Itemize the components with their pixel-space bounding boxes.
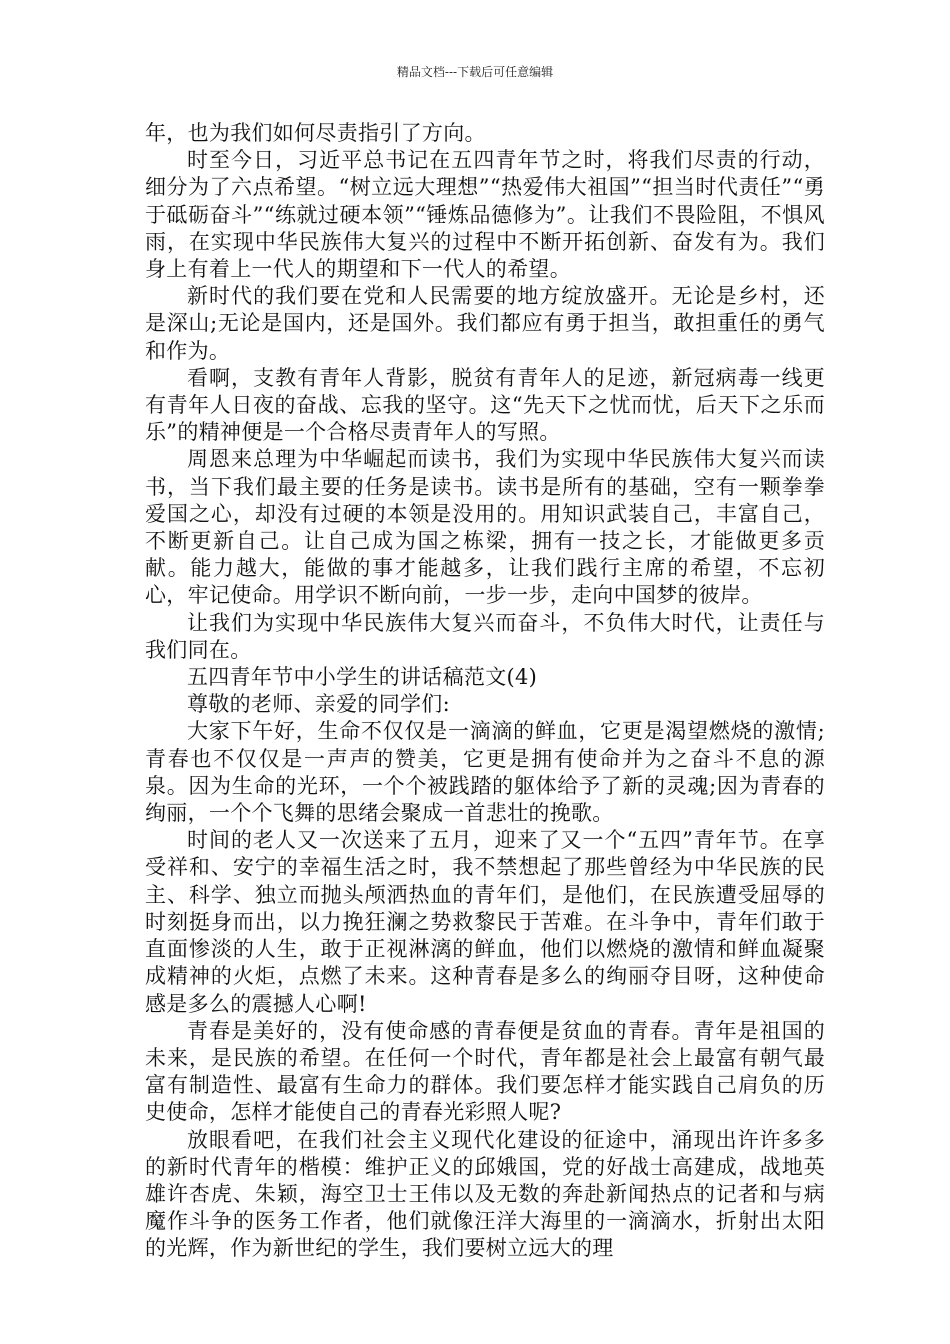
document-body bbox=[145, 120, 825, 1263]
paragraph-continuation: 年，也为我们如何尽责指引了方向。 bbox=[145, 121, 486, 145]
paragraph-closing: 让我们为实现中华民族伟大复兴而奋斗，不负伟大时代，让责任与我们同在。 bbox=[145, 610, 825, 662]
page-header: 精品文档---下载后可任意编辑 bbox=[396, 65, 554, 79]
paragraph-reading: 周恩来总理为中华崛起而读书，我们为实现中华民族伟大复兴而读书，当下我们最主要的任务是读书。读书是所有的基础，空有一颗拳拳爱国之心，却没有过硬的本领是没用的。用知识武装自己，丰富自己，不断更新自己。让自己成为国之栋梁，拥有一技之长，才能做更多贡献。能力越大，能做的事才能越多，让我们践行主席的希望，不忘初心，牢记使命。用学识不断向前，一步一步，走向中国梦的彼岸。 bbox=[145, 447, 825, 608]
paragraph-greeting: 大家下午好，生命不仅仅是一滴滴的鲜血，它更是渴望燃烧的激情;青春也不仅仅是一声声的赞美，它更是拥有使命并为之奋斗不息的源泉。因为生命的光环，一个个被践踏的躯体给予了新的灵魂;因为青春的绚丽，一个个飞舞的思绪会聚成一首悲壮的挽歌。 bbox=[145, 719, 825, 826]
paragraph-new-era: 新时代的我们要在党和人民需要的地方绽放盛开。无论是乡村，还是深山;无论是国内，还是国外。我们都应有勇于担当，敢担重任的勇气和作为。 bbox=[145, 284, 825, 363]
paragraph-six-hopes: 时至今日，习近平总书记在五四青年节之时，将我们尽责的行动，细分为了六点希望。“树立远大理想”“热爱伟大祖国”“担当时代责任”“勇于砥砺奋斗”“练就过硬本领”“锤炼品德修为”。让我们不畏险阻，不惧风雨，在实现中华民族伟大复兴的过程中不断开拓创新、奋发有为。我们身上有着上一代人的期望和下一代人的希望。 bbox=[145, 148, 825, 282]
section-heading: 五四青年节中小学生的讲话稿范文(4) bbox=[187, 665, 538, 690]
paragraph-youth-footprints: 看啊，支教有青年人背影，脱贫有青年人的足迹，新冠病毒一线更有青年人日夜的奋战、忘我的坚守。这“先天下之忧而忧，后天下之乐而乐”的精神便是一个合格尽责青年人的写照。 bbox=[145, 365, 825, 445]
paragraph-youth-beauty: 青春是美好的，没有使命感的青春便是贫血的青春。青年是祖国的未来，是民族的希望。在任何一个时代，青年都是社会上最富有朝气最富有制造性、最富有生命力的群体。我们要怎样才能实践自己肩负的历史使命，怎样才能使自己的青春光彩照人呢? bbox=[145, 1018, 825, 1125]
salutation: 尊敬的老师、亲爱的同学们: bbox=[187, 692, 450, 717]
paragraph-may-fourth: 时间的老人又一次送来了五月，迎来了又一个“五四”青年节。在享受祥和、安宁的幸福生活之时，我不禁想起了那些曾经为中华民族的民主、科学、独立而抛头颅洒热血的青年们，是他们，在民族遭受屈辱的时刻挺身而出，以力挽狂澜之势救黎民于苦难。在斗争中，青年们敢于直面惨淡的人生，敢于正视淋漓的鲜血，他们以燃烧的激情和鲜血凝聚成精神的火炬，点燃了未来。这种青春是多么的绚丽夺目呀，这种使命感是多么的震撼人心啊! bbox=[145, 828, 825, 1016]
paragraph-role-models: 放眼看吧，在我们社会主义现代化建设的征途中，涌现出许许多多的新时代青年的楷模：维护正义的邱娥国，党的好战士高建成，战地英雄许杏虎、朱颖，海空卫士王伟以及无数的奔赴新闻热点的记者和与病魔作斗争的医务工作者，他们就像汪洋大海里的一滴滴水，折射出太阳的光辉，作为新世纪的学生，我们要树立远大的理 bbox=[145, 1127, 825, 1261]
